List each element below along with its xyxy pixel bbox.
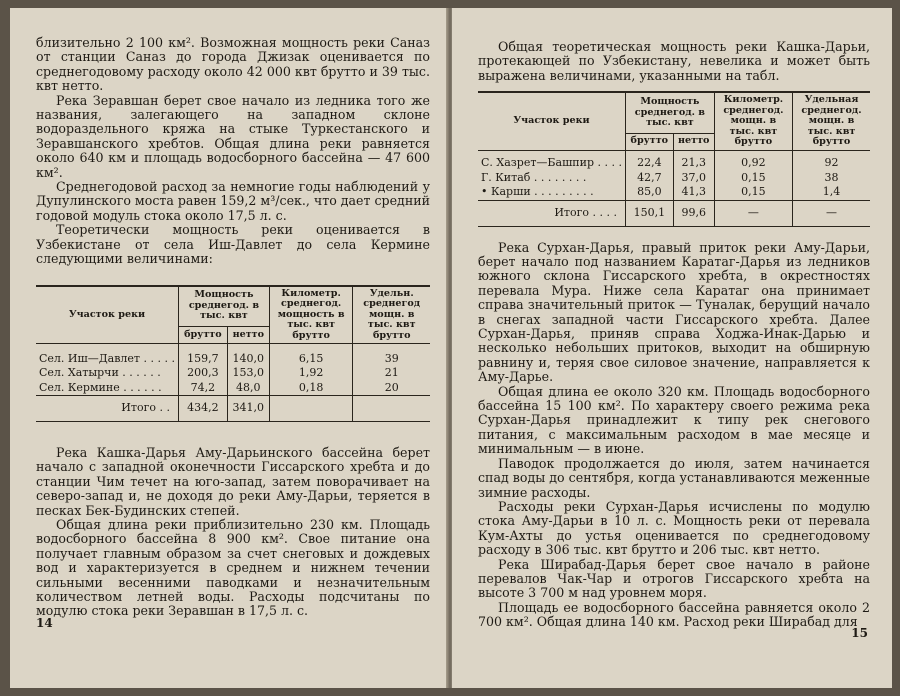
total-netto: 99,6 — [673, 201, 714, 227]
header-section: Участок реки — [36, 286, 178, 344]
paragraph: Паводок продолжается до июля, затем начинается спад воды до сентября, когда устанавливаются меженные зимние расходы. — [478, 455, 870, 500]
cell-km: 1,92 — [269, 366, 353, 381]
paragraph: Среднегодовой расход за немногие годы наблюдений у Дупулинского моста равен 159,2 м³/сек., что дает средний годовой модуль стока около 17,5 л. с. — [36, 179, 430, 223]
cell-netto: 37,0 — [673, 171, 714, 186]
total-specific: — — [793, 201, 870, 227]
table-row — [478, 185, 870, 200]
total-km: — — [714, 201, 792, 227]
paragraph: Общая длина ее около 320 км. Площадь водосборного бассейна 15 100 км². По характеру своего режима река Сурхан-Дарья принадлежит к типу рек снегового питания, с максимальным расходом в мае месяце и минимальным — в июне. — [478, 383, 870, 457]
paragraph: Река Кашка-Дарья Аму-Дарьинского бассейна берет начало с западной оконечности Гиссарского хребта и до станции Чим течет на юго-запад, затем поворачивает на северо-запад и, не доходя до реки Аму-Дарьи, теряется в песках Бек-Будинских степей. — [36, 444, 430, 518]
paragraph: Расходы реки Сурхан-Дарья исчислены по модулю стока Аму-Дарьи в 10 л. с. Мощность реки от перевала Кум-Ахты до устья оценивается по среднегодовому расходу в 306 тыс. квт брутто и 206 тыс. квт нетто. — [478, 498, 870, 558]
cell-specific: 20 — [353, 381, 430, 396]
right-page — [452, 8, 892, 688]
paragraph: Теоретически мощность реки оценивается в Узбекистане от села Иш-Давлет до села Кермине следующими величинами: — [36, 222, 430, 267]
row-name: Сел. Кермине . . . . . . — [39, 380, 162, 394]
header-brutto: брутто — [625, 133, 673, 150]
table-total-row — [36, 396, 430, 422]
paragraph: Общая длина реки приблизительно 230 км. Площадь водосборного бассейна 8 900 км². Свое питание она получает главным образом за счет снеговых и дождевых вод и характеризуется в среднем и нижнем течении сильными весенними паводками и незначительным количеством летней воды. Расходы подсчитаны по модулю стока реки Зеравшан в 17,5 л. с. — [36, 516, 430, 619]
total-label: Итого . . — [36, 396, 178, 422]
paragraph: Общая теоретическая мощность реки Кашка-Дарьи, протекающей по Узбекистану, невелика и может быть выражена величинами, указанными на табл. — [478, 39, 870, 83]
cell-brutto: 74,2 — [178, 381, 227, 396]
header-netto: нетто — [673, 133, 714, 150]
row-name: С. Хазрет—Башпир . . . . — [481, 156, 622, 170]
table-row — [36, 344, 430, 352]
header-power: Мощность среднегод. в тыс. квт — [625, 92, 714, 133]
cell-brutto: 22,4 — [625, 156, 673, 171]
row-name: • Карши . . . . . . . . . — [481, 185, 594, 199]
cell-km: 6,15 — [269, 352, 353, 367]
header-km: Километр. среднегод. мощн. в тыс. квт брутто — [714, 92, 792, 150]
cell-netto: 21,3 — [673, 156, 714, 171]
paragraph: Площадь ее водосборного бассейна равняется около 2 700 км². Общая длина 140 км. Расход реки Ширабад для — [478, 599, 870, 630]
table-total-row — [478, 201, 870, 227]
cell-km: 0,15 — [714, 171, 792, 186]
cell-specific: 38 — [793, 171, 870, 186]
table-row — [36, 352, 430, 367]
cell-brutto: 159,7 — [178, 352, 227, 367]
cell-netto: 153,0 — [227, 366, 269, 381]
paragraph: Река Зеравшан берет свое начало из ледника того же названия, залегающего на западном склоне водораздельного кряжа на стыке Туркестанского и Зеравшанского хребтов. Общая длина реки равняется около 640 км и площадь водосборного бассейна — 47 600 км². — [36, 92, 430, 180]
header-power: Мощность среднегод. в тыс. квт — [178, 286, 269, 327]
cell-netto: 140,0 — [227, 352, 269, 367]
cell-specific: 39 — [353, 352, 430, 367]
left-page — [10, 8, 448, 688]
paragraph: Река Ширабад-Дарья берет свое начало в районе перевалов Чак-Чар и отрогов Гиссарского хребта на высоте 3 700 м над уровнем моря. — [478, 556, 870, 601]
kashkadarya-power-table — [478, 91, 870, 226]
header-specific: Удельн. среднегод мощн. в тыс. квт брутто — [353, 286, 430, 344]
zeravshan-power-table — [36, 285, 430, 422]
header-section: Участок реки — [478, 92, 625, 150]
total-netto: 341,0 — [227, 396, 269, 422]
page-number: 14 — [36, 616, 53, 630]
total-km — [269, 396, 353, 422]
table-row — [478, 156, 870, 171]
cell-netto: 41,3 — [673, 185, 714, 200]
header-brutto: брутто — [178, 326, 227, 343]
paragraph: Река Сурхан-Дарья, правый приток реки Аму-Дарьи, берет начало под названием Каратаг-Дарья из ледников южного склона Гиссарского хребта, в окрестностях перевала Мура. Ниже села Каратаг она принимает справа значительный приток — Туналак, берущий начало в снегах западной части Гиссарского хребта. Далее Сурхан-Дарья, приняв справа Ходжа-Инак-Дарью и несколько небольших притоков, выходит на обширную равнину и, теряя свое силовое значение, направляется к Аму-Дарье. — [478, 239, 870, 385]
page-number: 15 — [851, 626, 868, 640]
cell-km: 0,92 — [714, 156, 792, 171]
header-specific: Удельная среднегод. мощн. в тыс. квт брутто — [793, 92, 870, 150]
cell-km: 0,15 — [714, 185, 792, 200]
total-label: Итого . . . . — [478, 201, 625, 227]
table-row — [36, 366, 430, 381]
cell-km: 0,18 — [269, 381, 353, 396]
cell-netto: 48,0 — [227, 381, 269, 396]
paragraph: близительно 2 100 км². Возможная мощность реки Саназ от станции Саназ до города Джизак оценивается по среднегодовому расходу около 42 000 квт брутто и 39 тыс. квт нетто. — [36, 35, 430, 94]
total-brutto: 150,1 — [625, 201, 673, 227]
total-brutto: 434,2 — [178, 396, 227, 422]
table-row — [36, 381, 430, 396]
row-name: Г. Китаб . . . . . . . . — [481, 170, 587, 184]
cell-specific: 1,4 — [793, 185, 870, 200]
cell-specific: 21 — [353, 366, 430, 381]
cell-brutto: 200,3 — [178, 366, 227, 381]
total-specific — [353, 396, 430, 422]
header-netto: нетто — [227, 326, 269, 343]
row-name: Сел. Иш—Давлет . . . . . — [39, 351, 175, 365]
cell-specific: 92 — [793, 156, 870, 171]
table-row — [478, 171, 870, 186]
cell-brutto: 42,7 — [625, 171, 673, 186]
cell-brutto: 85,0 — [625, 185, 673, 200]
row-name: Сел. Хатырчи . . . . . . — [39, 366, 161, 380]
header-km: Километр. среднегод. мощность в тыс. квт брутто — [269, 286, 353, 344]
